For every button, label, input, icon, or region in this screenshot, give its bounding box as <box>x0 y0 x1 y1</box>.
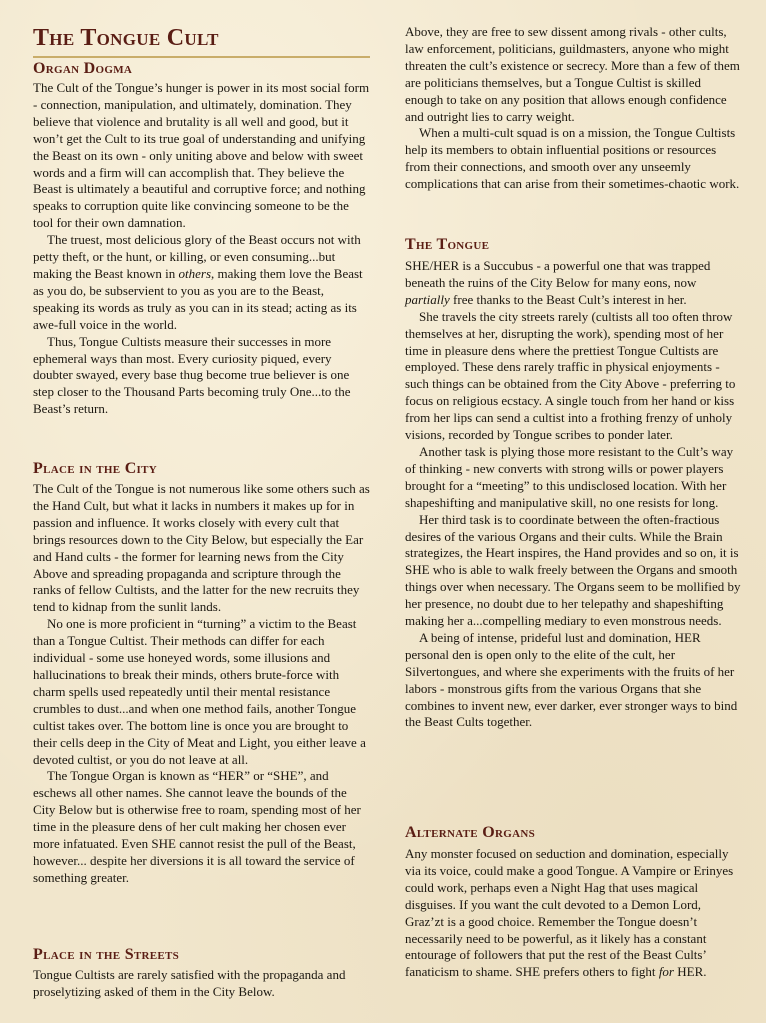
section-organ-dogma <box>33 80 370 418</box>
paragraph: Thus, Tongue Cultists measure their successes in more ephemeral ways than most. Every curiosity piqued, every doubter swayed, every base thug become true believer is one step closer to the Thousand Parts becoming truly One...to the Beast’s return. <box>33 333 351 417</box>
paragraph: Any monster focused on seduction and domination, especially via its voice, could make a good Tongue. A Vampire or Erinyes could work, perhaps even a Night Hag that uses magical disguises. If you want the cult devoted to a Demon Lord, Graz’zt is a good choice. Remember the Tongue doesn’t necessarily need to be powerful, as it likely has a constant entourage of followers that put the rest of the Beast Cults’ fanaticism to shame. SHE prefers others to fight for HER. <box>405 846 734 980</box>
paragraph: Above, they are free to sew dissent among rivals - other cults, law enforcement, politicians, guildmasters, anyone who might threaten the cult’s existence or secrecy. More than a few of them are politicians themselves, but a Tongue Cultist is skilled enough to take on any position that allows enough confidence and outright lies to carry weight. <box>405 24 740 124</box>
heading-the-tongue: The Tongue <box>405 236 490 253</box>
paragraph: A being of intense, prideful lust and domination, HER personal den is open only to the elite of the cult, her Silvertongues, and where she experiments with the fruits of her labors - monstrous gifts from the various Organs that she combines to invent new, ever darker, ever stronger ways to bind the Beast Cults together. <box>405 629 738 730</box>
paragraph: Tongue Cultists are rarely satisfied with the propaganda and proselytizing asked of them in the City Below. <box>33 967 346 999</box>
paragraph: No one is more proficient in “turning” a victim to the Beast than a Tongue Cultist. Their methods can differ for each individual - some use honeyed words, some illusions and hallucinations to break their minds, others brute-force with charm spells used repeatedly until their mental resistance crumbles to dust...and when one method fails, another Tongue cultist takes over. The bottom line is once you are brought to their cells deep in the City of Meat and Light, you either leave a devoted cultist, or you do not leave at all. <box>33 616 366 767</box>
paragraph: The Tongue Organ is known as “HER” or “SHE”, and eschews all other names. She cannot leave the bounds of the City Below but is otherwise free to roam, spending most of her time in the pleasure dens of her cult making her chosen ever more infatuated. Even SHE cannot resist the pull of the Beast, however... despite her diversions it is all toward the service of something greater. <box>33 768 361 885</box>
section-place-in-the-city <box>33 481 370 887</box>
heading-alternate-organs: Alternate Organs <box>405 824 535 841</box>
heading-organ-dogma: Organ Dogma <box>33 60 133 77</box>
heading-place-in-the-streets: Place in the Streets <box>33 946 180 963</box>
section-the-tongue <box>405 258 742 731</box>
page-title: The Tongue Cult <box>33 26 370 58</box>
section-alternate-organs <box>405 846 742 981</box>
paragraph: Another task is plying those more resistant to the Cult’s way of thinking - new converts with strong wills or power players brought for a “meeting” to this undisclosed location. With her shapeshifting and manipulative skill, no one resists for long. <box>405 443 734 510</box>
heading-place-in-the-city: Place in the City <box>33 460 158 477</box>
section-place-in-the-streets <box>33 967 370 1001</box>
paragraph: When a multi-cult squad is on a mission, the Tongue Cultists help its members to obtain influential positions or resources from their connections, and smooth over any unseemly complications that can arise from their sometimes-chaotic work. <box>405 125 740 192</box>
paragraph: The Cult of the Tongue’s hunger is power in its most social form - connection, manipulation, and ultimately, domination. They believe that violence and brutality is all well and good, but it won’t get the Cult to its true goal of understanding and unifying the Beast on its own - only uniting above and below with sweet words and a firm will can accomplish that. They believe the Beast is ultimately a beautiful and corruptive force; and nothing speaks to corruption quite like convincing someone to be the tool for their own damnation. <box>33 80 370 231</box>
section-streets-continued <box>405 24 742 193</box>
paragraph: The Cult of the Tongue is not numerous like some others such as the Hand Cult, but what it lacks in numbers it makes up for in passion and influence. It works closely with every cult that brings resources down to the City Below, but especially the Ear and Hand cults - the former for learning news from the City Above and spreading propaganda and scripture through the ranks of fellow Cultists, and the latter for the new recruits they tend to kidnap from the sunlit lands. <box>33 481 370 615</box>
paragraph: Her third task is to coordinate between the often-fractious desires of the various Organs and their cults. While the Brain strategizes, the Heart inspires, the Hand provides and so on, it is SHE who is able to walk freely between the Organs and smooth things over when necessary. The Organs seem to be mollified by her presence, no doubt due to her telepathy and shapeshifting making her a...compelling mediary to even monstrous needs. <box>405 511 741 629</box>
paragraph: The truest, most delicious glory of the Beast occurs not with petty theft, or the hunt, or killing, or even consuming...but making the Beast known in others, making them love the Beast as you do, be subservient to you as you are to the Beast, speaking its words as truly as you can in its stead; acting as its awe-full voice in the world. <box>33 232 363 332</box>
paragraph: She travels the city streets rarely (cultists all too often throw themselves at her, disrupting the work), spending most of her time in pleasure dens where the prettiest Tongue Cultists are employed. These dens rarely traffic in physical enjoyments - such things can be obtained from the City Above - preferring to focus on religious ecstacy. A single touch from her hand or kiss from her lips can send a cultist into a frothing frenzy of unholy visions, recorded by Tongue scribes to ponder later. <box>405 308 736 443</box>
paragraph: SHE/HER is a Succubus - a powerful one that was trapped beneath the ruins of the City Below for many eons, now partially free thanks to the Beast Cult’s interest in her. <box>405 258 711 307</box>
